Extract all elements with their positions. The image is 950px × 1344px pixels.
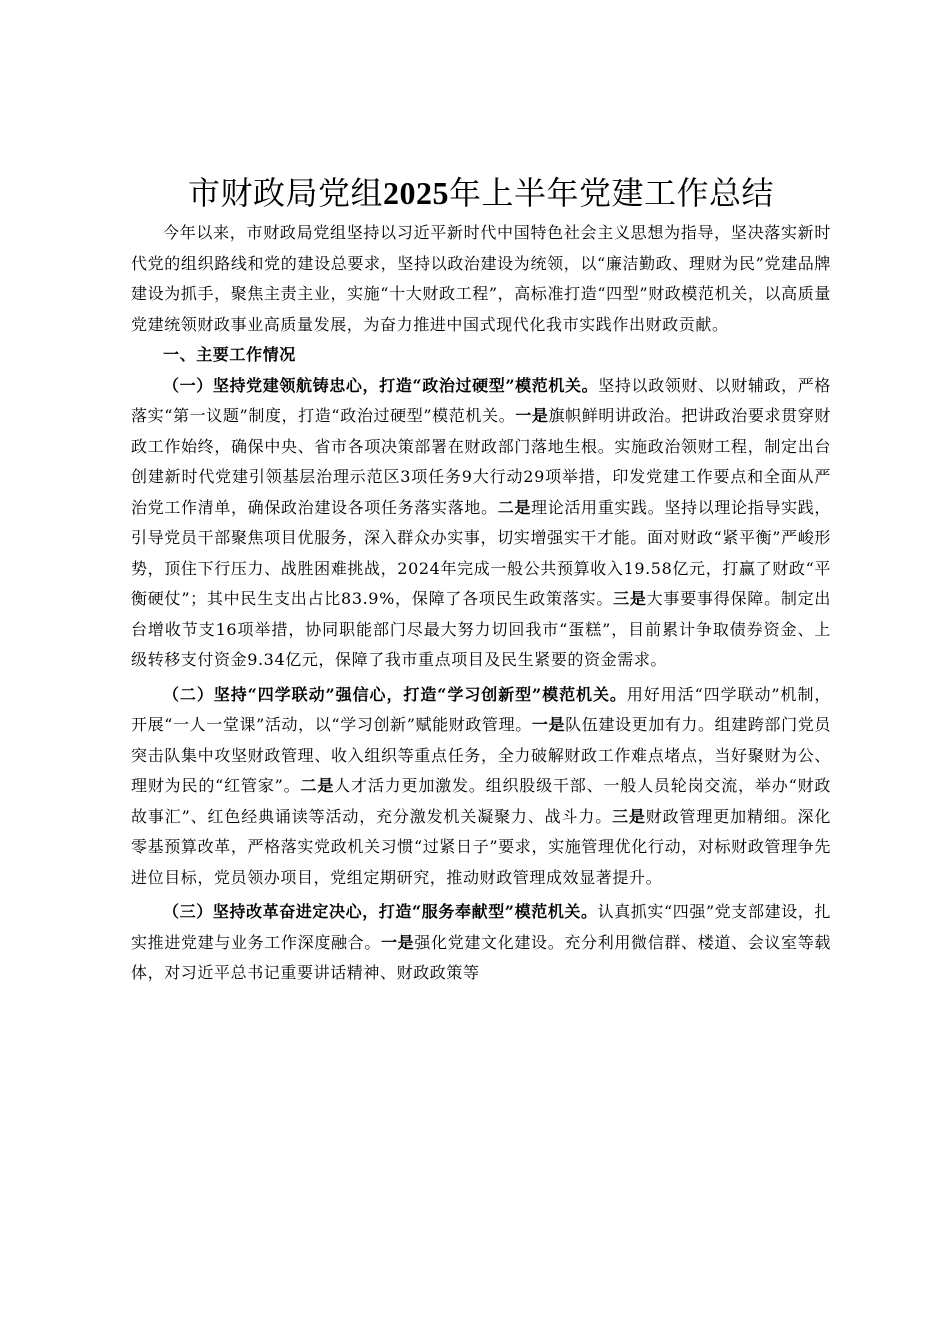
point-marker: 三是: [613, 589, 647, 608]
paragraph-lead: （二）坚持“四学联动”强信心，打造“学习创新型”模范机关。: [163, 684, 627, 704]
intro-paragraph: 今年以来，市财政局党组坚持以习近平新时代中国特色社会主义思想为指导，坚决落实新时代党的组织路线和党的建设总要求，坚持以政治建设为统领，以“廉洁勤政、理财为民”党建品牌建设为抓手，聚焦主责主业，实施“十大财政工程”，高标准打造“四型”财政模范机关，以高质量党建统领财政事业高质量发展，为奋力推进中国式现代化我市实践作出财政贡献。: [131, 223, 831, 334]
paragraph-text: 用好用活“四学联动”机制，开展“一人一堂课”活动，以“学习创新”赋能财政管理。: [131, 684, 831, 734]
paragraph-text: 强化党建文化建设。充分利用微信群、楼道、会议室等载体，对习近平总书记重要讲话精神、财政政策等: [131, 932, 831, 982]
paragraph-text: 认真抓实“四强”党支部建设，扎实推进党建与业务工作深度融合。: [131, 902, 831, 952]
section-heading: 一、主要工作情况: [163, 345, 296, 364]
point-marker: 二是: [300, 776, 335, 795]
point-marker: 一是: [531, 715, 566, 734]
point-marker: 一是: [381, 932, 415, 952]
paragraph-text: 旗帜鲜明讲政治。把讲政治要求贯穿财政工作始终，确保中央、省市各项决策部署在财政部门落地生根。实施政治领财工程，制定出台创建新时代党建引领基层治理示范区3项任务9大行动29项举措，印发党建工作要点和全面从严治党工作清单，确保政治建设各项任务落实落地。: [131, 406, 831, 517]
paragraph-text: 人才活力更加激发。组织股级干部、一般人员轮岗交流，举办“财政故事汇”、红色经典诵读等活动，充分激发机关凝聚力、战斗力。: [131, 776, 832, 826]
paragraph-learning: [131, 680, 831, 894]
paragraph-lead: （一）坚持党建领航铸忠心，打造“政治过硬型”模范机关。: [163, 375, 599, 395]
paragraph-political: [131, 371, 831, 676]
document-title: [131, 168, 831, 218]
title-prefix: 市财政局党组: [187, 174, 383, 212]
paragraph-text: 队伍建设更加有力。组建跨部门党员突击队集中攻坚财政管理、收入组织等重点任务，全力破解财政工作难点堵点，当好聚财为公、理财为民的“红管家”。: [131, 715, 831, 795]
title-suffix: 年上半年党建工作总结: [449, 174, 775, 212]
point-marker: 一是: [515, 406, 549, 425]
paragraph-text: 大事要事得保障。制定出台增收节支16项举措，协同职能部门尽最大努力切回我市“蛋糕”，目前累计争取债券资金、上级转移支付资金9.34亿元，保障了我市重点项目及民生紧要的资金需求。: [131, 589, 831, 669]
document-body: [131, 168, 831, 989]
paragraph-text: 理论活用重实践。坚持以理论指导实践，引导党员干部聚焦项目优服务，深入群众办实事，切实增强实干才能。面对财政“紧平衡”严峻形势，顶住下行压力、战胜困难挑战，2024年完成一般公共预算收入19.58亿元，打赢了财政“平衡硬仗”；其中民生支出占比83.9%，保障了各项民生政策落实。: [131, 497, 832, 608]
title-year: 2025: [383, 175, 449, 211]
paragraph-lead: （三）坚持改革奋进定决心，打造“服务奉献型”模范机关。: [163, 902, 598, 921]
point-marker: 二是: [497, 497, 532, 517]
paragraph-text: 财政管理更加精细。深化零基预算改革，严格落实党政机关习惯“过紧日子”要求，实施管理优化行动，对标财政管理争先进位目标，党员领办项目，党组定期研究，推动财政管理成效显著提升。: [131, 806, 831, 887]
paragraph-service: [131, 897, 831, 989]
point-marker: 三是: [612, 806, 646, 826]
paragraph-text: 坚持以政领财、以财辅政，严格落实“第一议题”制度，打造“政治过硬型”模范机关。: [131, 375, 832, 425]
